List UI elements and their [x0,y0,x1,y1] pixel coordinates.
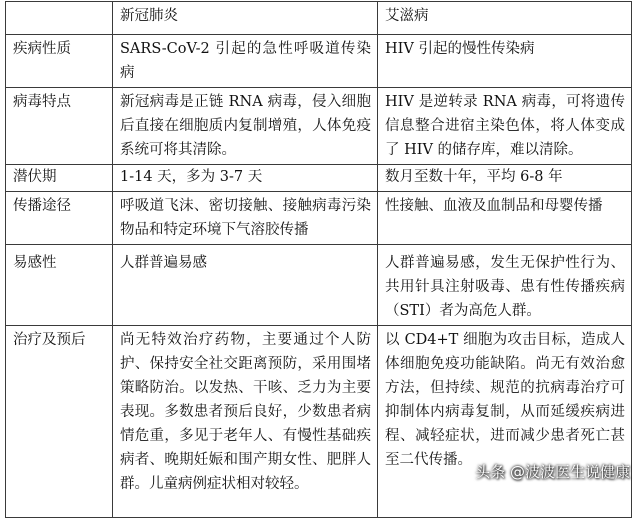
table-row [6,35,632,88]
hiv-cell: 以 CD4+T 细胞为攻击目标，造成人体细胞免疫功能缺陷。尚无有效治愈方法，但持续、规范的抗病毒治疗可抑制体内病毒复制，从而延缓疾病进程、减轻症状，进而减少患者死亡甚至二代传播。 [378,326,632,518]
covid-cell: 人群普遍易感 [113,245,378,326]
table-row [6,245,632,326]
row-label: 易感性 [6,245,113,326]
header-row [6,2,632,35]
hiv-cell: 数月至数十年，平均 6-8 年 [378,165,632,192]
row-label: 治疗及预后 [6,326,113,518]
table-row [6,192,632,245]
hiv-cell: HIV 引起的慢性传染病 [378,35,632,88]
covid-cell: 1-14 天，多为 3-7 天 [113,165,378,192]
covid-cell: 尚无特效治疗药物，主要通过个人防护、保持安全社交距离预防，采用围堵策略防治。以发热、干咳、乏力为主要表现。多数患者预后良好，少数患者病情危重，多见于老年人、有慢性基础疾病者、晚期妊娠和围产期女性、肥胖人群。儿童病例症状相对较轻。 [113,326,378,518]
covid-cell: 呼吸道飞沫、密切接触、接触病毒污染物品和特定环境下气溶胶传播 [113,192,378,245]
header-hiv: 艾滋病 [378,2,632,35]
watermark: 头条 @波波医生说健康 [475,463,630,481]
table-row [6,326,632,518]
table-row [6,165,632,192]
comparison-table [5,1,632,518]
table-row [6,88,632,165]
row-label: 潜伏期 [6,165,113,192]
row-label: 病毒特点 [6,88,113,165]
row-label: 疾病性质 [6,35,113,88]
covid-cell: 新冠病毒是正链 RNA 病毒，侵入细胞后直接在细胞质内复制增殖，人体免疫系统可将其清除。 [113,88,378,165]
header-covid: 新冠肺炎 [113,2,378,35]
covid-cell: SARS-CoV-2 引起的急性呼吸道传染病 [113,35,378,88]
hiv-cell: HIV 是逆转录 RNA 病毒，可将遗传信息整合进宿主染色体，将人体变成了 HIV 的储存库，难以清除。 [378,88,632,165]
hiv-cell: 人群普遍易感，发生无保护性行为、共用针具注射吸毒、患有性传播疾病（STI）者为高危人群。 [378,245,632,326]
header-corner [6,2,113,35]
row-label: 传播途径 [6,192,113,245]
hiv-cell: 性接触、血液及血制品和母婴传播 [378,192,632,245]
